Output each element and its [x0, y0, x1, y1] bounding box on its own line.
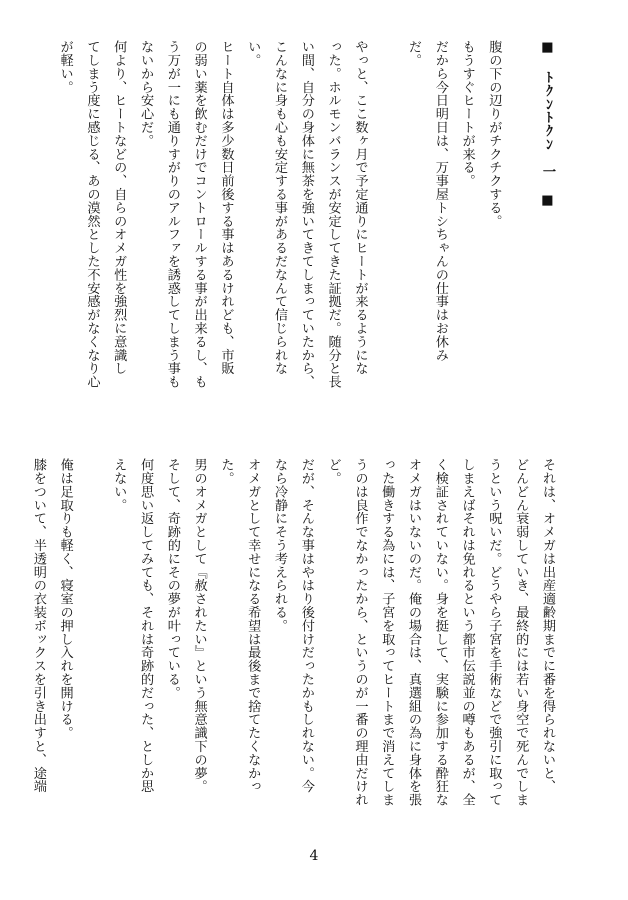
text-line: それは、オメガは出産適齢期までに番を得られないと、 [540, 458, 555, 793]
text-line: 何より、ヒートなどの、自らのオメガ性を強烈に意識し [111, 40, 127, 375]
text-line: そして、奇跡的にその夢が叶っている。 [164, 458, 180, 700]
text-line: もうすぐヒートが来る。 [459, 40, 475, 188]
text-line: しまえばそれは免れるという都市伝説並の噂もあるが、全 [459, 458, 475, 807]
text-line: った働きする為には、子宮を取ってヒートまで消えてしま [379, 458, 395, 807]
text-line: い。 [245, 40, 261, 67]
text-line: ど。 [325, 458, 341, 485]
text-line: ヒート自体は多少数日前後する事はあるけれども、市販 [218, 40, 234, 375]
text-line: 腹の下の辺りがチクチクする。 [486, 40, 502, 228]
text-line: う万が一にも通りすがりのアルファを誘惑してしまう事も [164, 40, 180, 389]
text-line: だが、そんな事はやはり後付けだったかもしれない。今 [298, 458, 314, 793]
text-line: なら冷静にそう考えられる。 [272, 458, 288, 633]
text-line [78, 458, 105, 838]
text-line: こんなに身も心も安定する事があるだなんて信じられな [272, 40, 288, 375]
text-line: うのは良作でなかったから、というのが一番の理由だけれ [352, 458, 368, 807]
text-line: ないから安心だ。 [138, 40, 154, 148]
upper-text-block [57, 40, 560, 420]
text-line: だ。 [406, 40, 422, 67]
text-line: った。ホルモンバランスが安定してきた証拠だ。随分と長 [325, 40, 341, 389]
text-line: オメガはいないのだ。俺の場合は、真選組の為に身体を張 [406, 458, 422, 807]
text-line: 男のオメガとして『赦されたい』という無意識下の夢。 [191, 458, 207, 793]
chapter-header: ■ ﾄｸﾝﾄｸﾝ 一 ■ [540, 40, 555, 208]
text-line [372, 40, 399, 420]
text-line: どんどん衰弱していき、最終的には若い身空で死んでしま [513, 458, 529, 807]
text-line: 膝をついて、半透明の衣装ボックスを引き出すと、途端 [30, 458, 46, 793]
text-line: てしまう度に感じる、あの漠然とした不安感がなくなり心 [84, 40, 100, 389]
lower-text-block [30, 458, 560, 838]
text-line [506, 40, 533, 420]
text-line: が軽い。 [57, 40, 73, 94]
text-line: く検証されていない。身を挺して、実験に参加する酔狂な [432, 458, 448, 807]
text-line: い間、自分の身体に無茶を強いてきてしまっていたから、 [298, 40, 314, 389]
text-line: やっと、ここ数ヶ月で予定通りにヒートが来るようにな [352, 40, 368, 375]
text-line: の弱い薬を飲むだけでコントロールする事が出来るし、も [191, 40, 207, 389]
text-line: た。 [218, 458, 234, 485]
text-line: だから今日明日は、万事屋トシちゃんの仕事はお休み [432, 40, 448, 362]
text-line: えない。 [111, 458, 127, 512]
text-line: 俺は足取りも軽く、寝室の押し入れを開ける。 [57, 458, 73, 740]
text-line: うという呪いだ。どうやら子宮を手術などで強引に取って [486, 458, 502, 807]
text-line: 何度思い返してみても、それは奇跡的だった、としか思 [138, 458, 154, 793]
text-line: オメガとして幸せになる希望は最後まで捨てたくなかっ [245, 458, 261, 793]
page-number: 4 [309, 848, 319, 864]
